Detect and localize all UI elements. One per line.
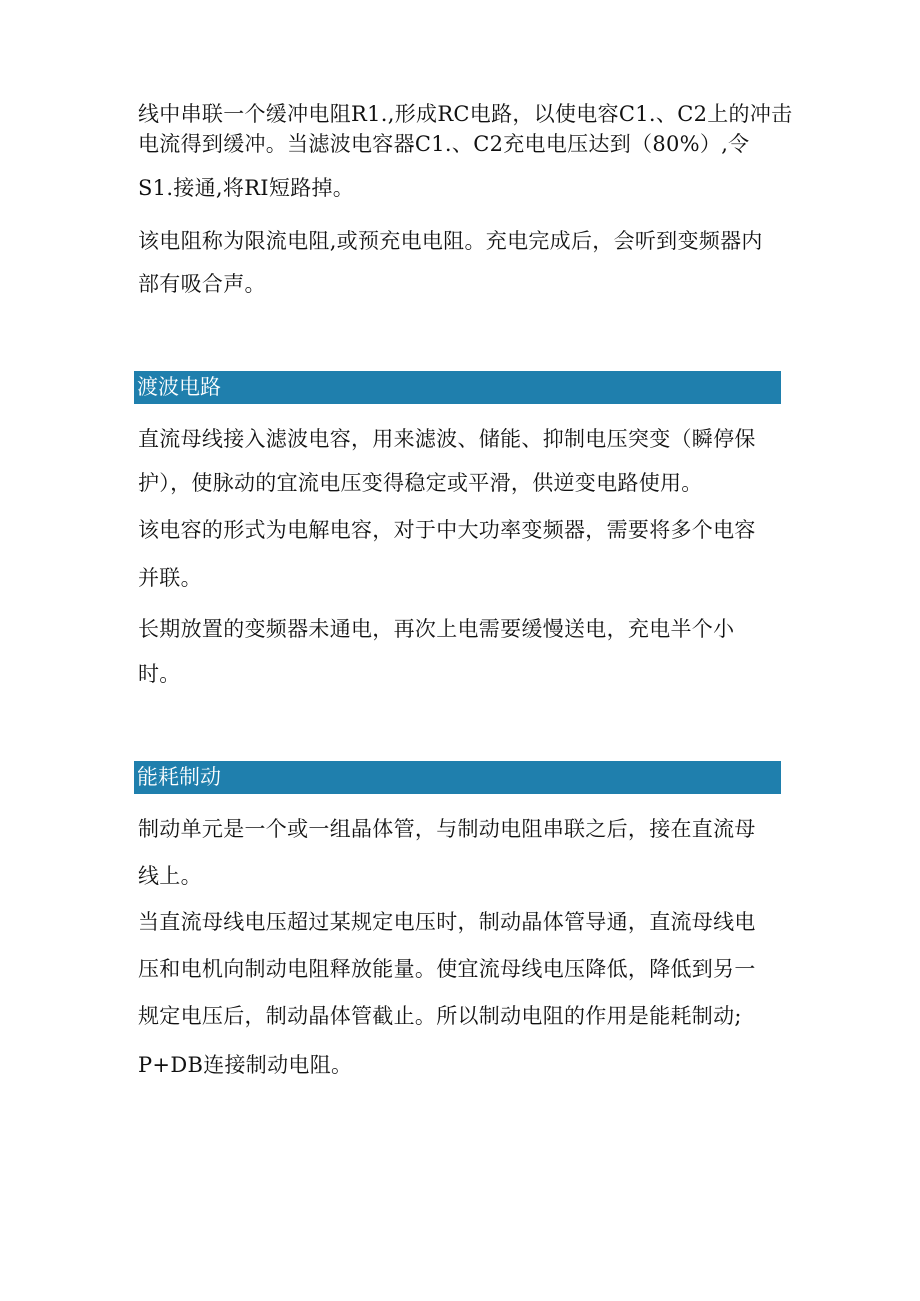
intro-line-3: S1.接通,将RI短路掉。 [138, 176, 355, 200]
intro-line-2: 电流得到缓冲。当滤波电容器C1.、C2充电电压达到（80%）,令 [138, 132, 750, 156]
filter-line-5: 长期放置的变频器未通电，再次上电需要缓慢送电，充电半个小 [138, 617, 735, 641]
filter-line-4: 并联。 [138, 566, 202, 590]
section-heading-bar-filter [134, 371, 781, 404]
section-heading-braking: 能耗制动 [137, 765, 221, 789]
intro-line-4: 该电阻称为限流电阻,或预充电电阻。充电完成后，会听到变频器内 [138, 229, 763, 253]
section-heading-bar-braking [134, 761, 781, 794]
intro-line-1: 线中串联一个缓冲电阻R1.,形成RC电路，以使电容C1.、C2上的冲击 [138, 102, 793, 126]
filter-line-2: 护），使脉动的宜流电压变得稳定或平滑，供逆变电路使用。 [138, 471, 703, 495]
filter-line-3: 该电容的形式为电解电容，对于中大功率变频器，需要将多个电容 [138, 518, 756, 542]
braking-line-5: 规定电压后，制动晶体管截止。所以制动电阻的作用是能耗制动; [138, 1004, 742, 1028]
section-heading-filter: 渡波电路 [137, 375, 221, 399]
braking-line-6: P+DB连接制动电阻。 [138, 1053, 353, 1077]
filter-line-1: 直流母线接入滤波电容，用来滤波、储能、抑制电压突变（瞬停保 [138, 427, 756, 451]
intro-line-5: 部有吸合声。 [138, 272, 266, 296]
braking-line-2: 线上。 [138, 864, 202, 888]
braking-line-1: 制动单元是一个或一组晶体管，与制动电阻串联之后，接在直流母 [138, 817, 756, 841]
braking-line-3: 当直流母线电压超过某规定电压时，制动晶体管导通，直流母线电 [138, 910, 756, 934]
filter-line-6: 时。 [138, 662, 181, 686]
braking-line-4: 压和电机向制动电阻释放能量。使宜流母线电压降低，降低到另一 [138, 957, 756, 981]
